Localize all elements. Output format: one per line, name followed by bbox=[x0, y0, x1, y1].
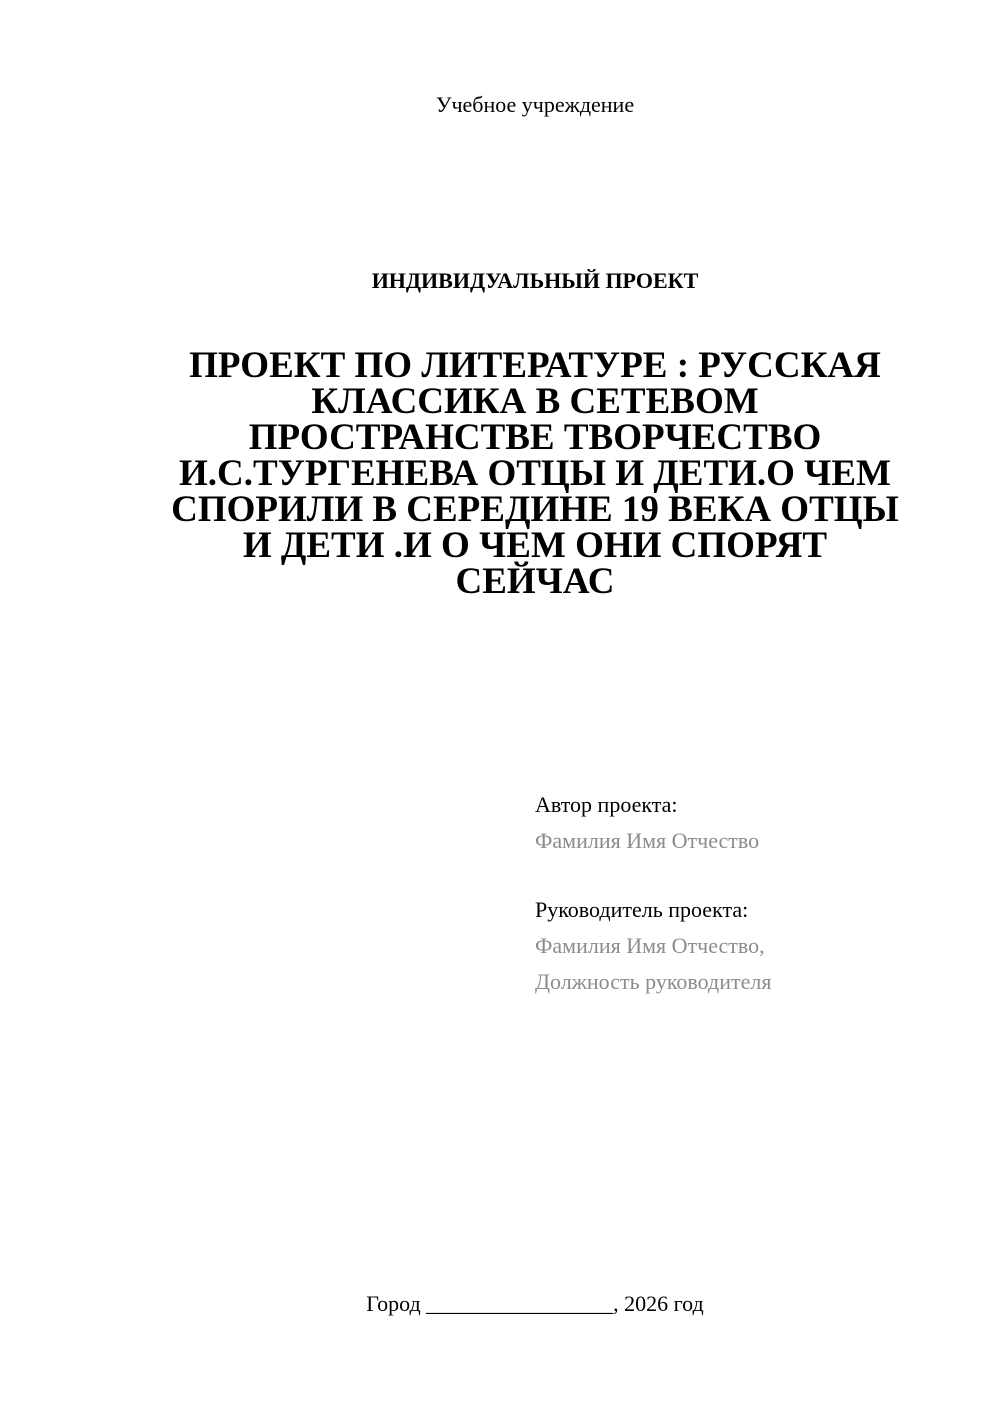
supervisor-name-placeholder: Фамилия Имя Отчество, bbox=[535, 933, 765, 958]
project-title-line: ПРОСТРАНСТВЕ ТВОРЧЕСТВО bbox=[248, 417, 822, 458]
project-title-line: СЕЙЧАС bbox=[455, 561, 615, 602]
project-type-heading: ИНДИВИДУАЛЬНЫЙ ПРОЕКТ bbox=[371, 268, 699, 293]
supervisor-label: Руководитель проекта: bbox=[535, 897, 749, 922]
project-title-line: И ДЕТИ .И О ЧЕМ ОНИ СПОРЯТ bbox=[242, 525, 828, 566]
supervisor-block bbox=[535, 892, 975, 1000]
author-label: Автор проекта: bbox=[535, 792, 678, 817]
project-title bbox=[150, 345, 920, 602]
project-title-line: СПОРИЛИ В СЕРЕДИНЕ 19 ВЕКА ОТЦЫ bbox=[171, 489, 899, 530]
institution-name: Учебное учреждение bbox=[435, 92, 635, 117]
project-title-line: ПРОЕКТ ПО ЛИТЕРАТУРЕ : РУССКАЯ bbox=[189, 345, 881, 386]
author-name-placeholder: Фамилия Имя Отчество bbox=[535, 828, 760, 853]
city-year-footer: Город _________________, 2026 год bbox=[366, 1291, 704, 1316]
project-title-line: КЛАССИКА В СЕТЕВОМ bbox=[311, 381, 759, 422]
supervisor-position-placeholder: Должность руководителя bbox=[535, 969, 772, 994]
author-block bbox=[535, 787, 975, 859]
project-title-line: И.С.ТУРГЕНЕВА ОТЦЫ И ДЕТИ.О ЧЕМ bbox=[179, 453, 891, 494]
